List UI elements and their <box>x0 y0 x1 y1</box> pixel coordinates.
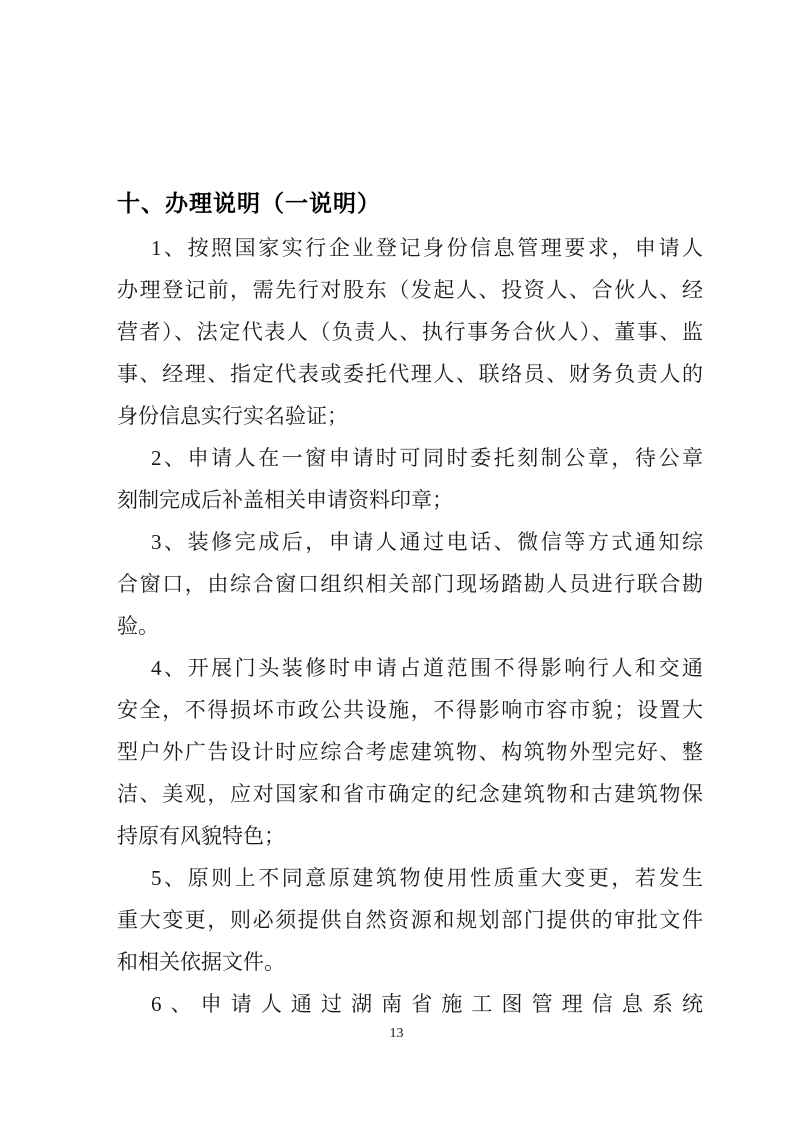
paragraph-4-line: 型户外广告设计时应综合考虑建筑物、构筑物外型完好、整 <box>117 740 703 764</box>
paragraph-2-line: 2、申请人在一窗申请时可同时委托刻制公章，待公章 <box>151 446 703 470</box>
paragraph-1-line: 办理登记前，需先行对股东（发起人、投资人、合伙人、经 <box>117 278 703 302</box>
paragraph-2-line: 刻制完成后补盖相关申请资料印章； <box>117 488 453 512</box>
paragraph-5-line: 重大变更，则必须提供自然资源和规划部门提供的审批文件 <box>117 908 703 932</box>
paragraph-3-line: 验。 <box>117 614 159 638</box>
document-body <box>117 227 703 1025</box>
page-number: 13 <box>389 1026 404 1041</box>
paragraph-1-line: 身份信息实行实名验证； <box>117 404 348 428</box>
paragraph-4-line: 安全，不得损坏市政公共设施，不得影响市容市貌；设置大 <box>117 698 703 722</box>
paragraph-3-line: 3、装修完成后，申请人通过电话、微信等方式通知综 <box>151 530 703 554</box>
paragraph-4-line: 持原有风貌特色； <box>117 824 285 848</box>
paragraph-6-line: 6、申请人通过湖南省施工图管理信息系统 <box>151 992 703 1016</box>
paragraph-5-line: 5、原则上不同意原建筑物使用性质重大变更，若发生 <box>151 866 703 890</box>
paragraph-1-line: 1、按照国家实行企业登记身份信息管理要求，申请人 <box>151 236 703 260</box>
paragraph-1-line: 事、经理、指定代表或委托代理人、联络员、财务负责人的 <box>117 362 703 386</box>
paragraph-4-line: 洁、美观，应对国家和省市确定的纪念建筑物和古建筑物保 <box>117 782 703 806</box>
page-title: 十、办理说明（一说明） <box>117 190 381 216</box>
paragraph-1-line: 营者）、法定代表人（负责人、执行事务合伙人）、董事、监 <box>117 320 703 344</box>
paragraph-4-line: 4、开展门头装修时申请占道范围不得影响行人和交通 <box>151 656 703 680</box>
paragraph-5-line: 和相关依据文件。 <box>117 950 285 974</box>
paragraph-3-line: 合窗口，由综合窗口组织相关部门现场踏勘人员进行联合勘 <box>117 572 703 596</box>
